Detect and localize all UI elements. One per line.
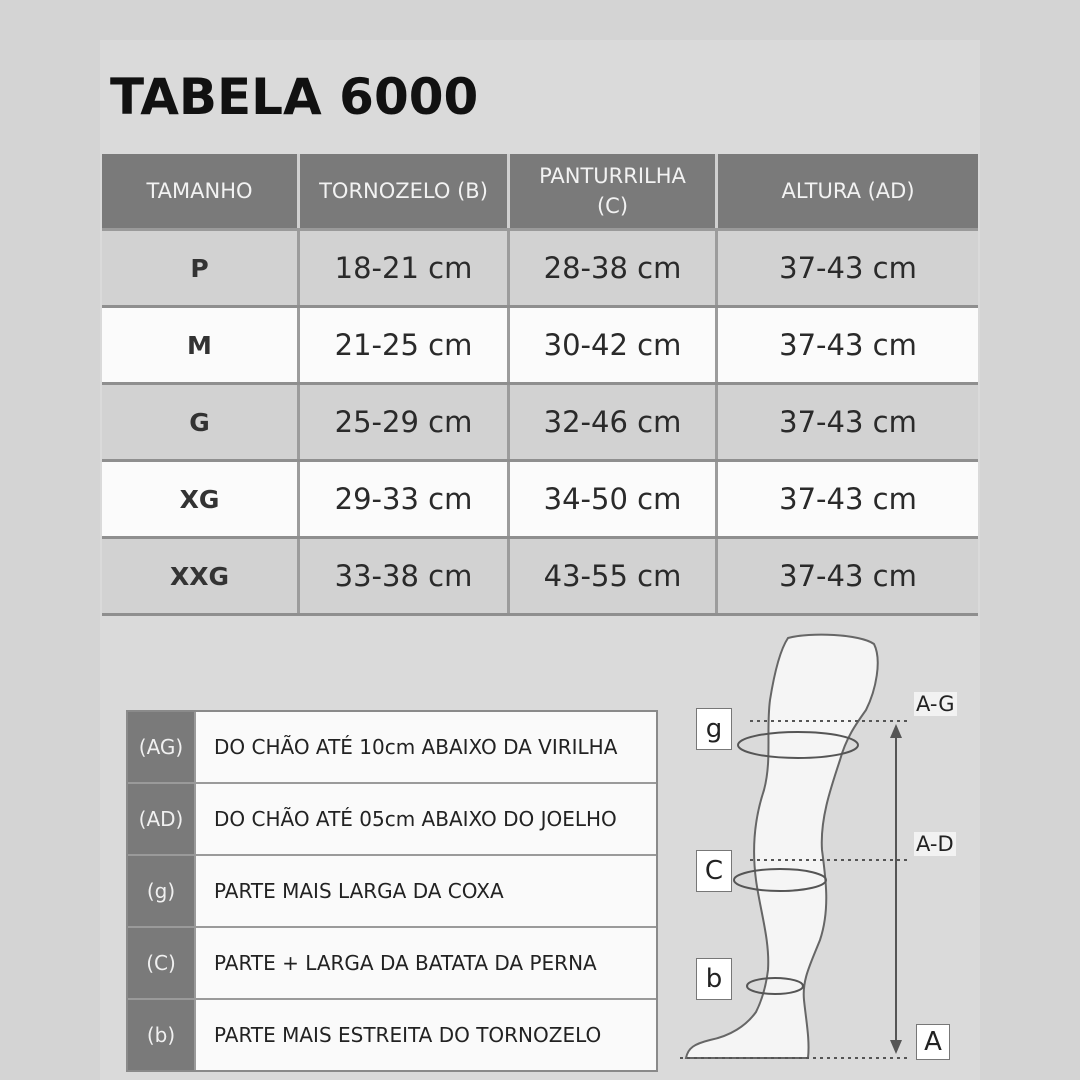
marker-b: b: [696, 958, 732, 1000]
altura-cell: 37-43 cm: [779, 328, 917, 362]
page-title: TABELA 6000: [110, 68, 479, 126]
tornozelo-cell: 18-21 cm: [300, 231, 510, 305]
legend-description: PARTE + LARGA DA BATATA DA PERNA: [214, 951, 597, 975]
table-row: [102, 385, 978, 462]
legend-code: (g): [128, 856, 196, 926]
altura-cell: 37-43 cm: [779, 482, 917, 516]
size-table: [102, 154, 978, 616]
tornozelo-cell: 25-29 cm: [300, 385, 510, 459]
legend-description: DO CHÃO ATÉ 05cm ABAIXO DO JOELHO: [214, 807, 617, 831]
label-ag: A-G: [916, 692, 955, 716]
legend-row: [128, 712, 656, 784]
tornozelo-cell: 33-38 cm: [300, 539, 510, 613]
header-tornozelo: TORNOZELO (B): [300, 154, 510, 228]
size-cell: G: [102, 385, 300, 459]
size-table-header: [102, 154, 978, 231]
marker-g: g: [696, 708, 732, 750]
legend-row: [128, 784, 656, 856]
label-ad: A-D: [916, 832, 954, 856]
header-altura: ALTURA (AD): [781, 179, 915, 203]
legend-row: [128, 1000, 656, 1070]
legend-code: (AG): [128, 712, 196, 782]
legend-description: DO CHÃO ATÉ 10cm ABAIXO DA VIRILHA: [214, 735, 618, 759]
panturrilha-cell: 32-46 cm: [510, 385, 718, 459]
table-row: [102, 231, 978, 308]
size-cell: XG: [102, 462, 300, 536]
table-row: [102, 308, 978, 385]
height-arrow-top: [890, 724, 902, 738]
legend-description: PARTE MAIS LARGA DA COXA: [214, 879, 504, 903]
header-panturrilha-text: PANTURRILHA (C): [539, 164, 686, 218]
table-row: [102, 462, 978, 539]
header-panturrilha: [510, 154, 718, 228]
altura-cell: 37-43 cm: [779, 559, 917, 593]
marker-c: C: [696, 850, 732, 892]
panturrilha-cell: 34-50 cm: [510, 462, 718, 536]
legend-description: PARTE MAIS ESTREITA DO TORNOZELO: [214, 1023, 602, 1047]
legend-code: (C): [128, 928, 196, 998]
tornozelo-cell: 29-33 cm: [300, 462, 510, 536]
panturrilha-cell: 43-55 cm: [510, 539, 718, 613]
size-cell: M: [102, 308, 300, 382]
legend-code: (AD): [128, 784, 196, 854]
header-tamanho: TAMANHO: [102, 154, 300, 228]
marker-a: A: [916, 1024, 950, 1060]
legend-row: [128, 928, 656, 1000]
panturrilha-cell: 28-38 cm: [510, 231, 718, 305]
leg-diagram: [670, 620, 970, 1070]
height-arrow-bottom: [890, 1040, 902, 1054]
legend-code: (b): [128, 1000, 196, 1070]
panturrilha-cell: 30-42 cm: [510, 308, 718, 382]
size-cell: P: [102, 231, 300, 305]
legend-row: [128, 856, 656, 928]
tornozelo-cell: 21-25 cm: [300, 308, 510, 382]
legend-table: [126, 710, 658, 1072]
size-cell: XXG: [102, 539, 300, 613]
altura-cell: 37-43 cm: [779, 405, 917, 439]
table-row: [102, 539, 978, 616]
altura-cell: 37-43 cm: [779, 251, 917, 285]
